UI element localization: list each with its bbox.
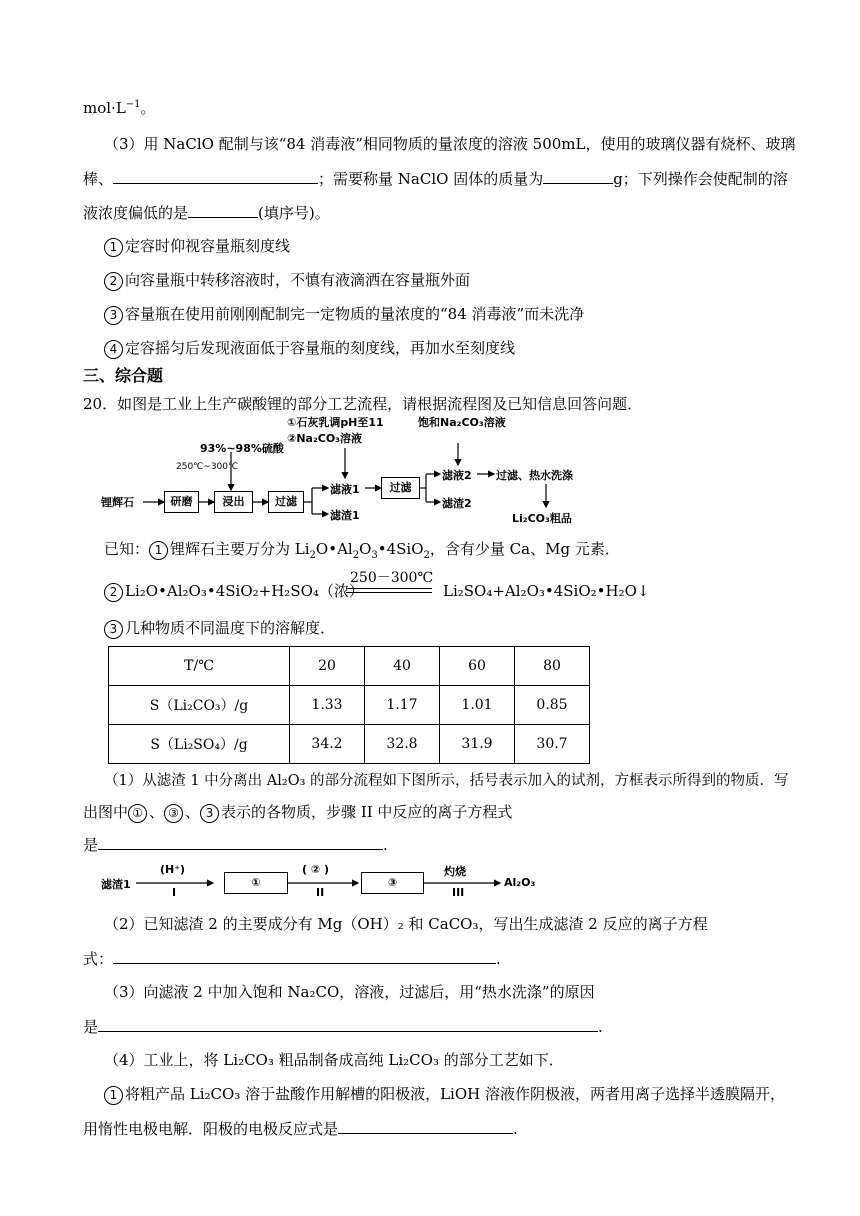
flow-residue-1: 滤渣1 [330, 509, 360, 522]
flow-acid: 93%~98%硫酸 [200, 442, 284, 455]
circled-number: 1 [149, 541, 168, 560]
flow-reagent-2: ②Na₂CO₃溶液 [287, 432, 363, 445]
flow2-step-1: I [172, 886, 177, 899]
known-1: 已知： 1 锂辉石主要万分为 $Li_2O•Al_2O_3•4SiO_2$，含有少量 Ca、Mg 元素． [104, 540, 620, 561]
circled-number: 3 [104, 306, 123, 325]
p3-line-1: （3）向滤液 2 中加入饱和 Na₂CO，溶液，过滤后，用“热水洗涤”的原因 [104, 983, 595, 1001]
known-2: 2 Li₂O•Al₂O₃•4SiO₂+H₂SO₄（浓） [104, 580, 364, 602]
flow2-box-1: ① [224, 872, 288, 894]
circled-number: 2 [104, 272, 123, 291]
p2-line-2: 式： . [83, 947, 501, 970]
flow-box-filter-2: 过滤 [381, 477, 420, 499]
q3-option-2: 2 向容量瓶中转移溶液时，不慎有液滴洒在容量瓶外面 [104, 269, 470, 291]
q3-option-1: 1 定容时仰视容量瓶刻度线 [104, 235, 290, 257]
circled-number: 2 [104, 583, 123, 602]
circled-number: 1 [104, 1086, 123, 1105]
p4-line-1: （4）工业上，将 Li₂CO₃ 粗品制备成高纯 Li₂CO₃ 的部分工艺如下． [104, 1051, 564, 1069]
flow-box-filter-1: 过滤 [268, 491, 304, 513]
p1-line-1: （1）从滤渣 1 中分离出 Al₂O₃ 的部分流程如下图所示，括号表示加入的试剂，方框表示所得到的物质．写 [104, 773, 789, 789]
table-row: S（Li₂SO₄）/g 34.2 32.8 31.9 30.7 [109, 725, 590, 764]
flow-reagent-1: ①石灰乳调pH至11 [287, 416, 384, 429]
flow-box-grind: 研磨 [164, 491, 199, 513]
reaction-products: Li₂SO₄+Al₂O₃•4SiO₂•H₂O↓ [443, 582, 650, 600]
flow-filtrate-1: 滤液1 [330, 483, 360, 496]
flow2-start: 滤渣1 [101, 878, 131, 891]
answer-blank-anode-equation[interactable] [338, 1117, 513, 1134]
p3-line-2: 是 . [83, 1015, 603, 1038]
reaction-condition: 250－300℃ [350, 570, 434, 586]
flow2-box-2: ③ [361, 872, 424, 894]
flow-filtrate-2: 滤液2 [442, 469, 472, 482]
section-heading: 三、综合题 [83, 366, 164, 385]
p4-line-3: 用惰性电极电解．阳极的电极反应式是 . [83, 1117, 518, 1140]
p1-line-2: 出图中 ① 、 ③ 、 3 表示的各物质，步骤 II 中反应的离子方程式 [83, 803, 513, 821]
q3-line-2: 棒、 ；需要称量 NaClO 固体的质量为 g；下列操作会使配制的溶 [83, 167, 788, 190]
flow2-reagent-3: 灼烧 [444, 865, 466, 878]
flow2-reagent-2: ( ② ) [302, 863, 330, 876]
q3-option-4: 4 定容摇匀后发现液面低于容量瓶的刻度线，再加水至刻度线 [104, 337, 515, 359]
circled-number: 1 [104, 238, 123, 257]
p2-line-1: （2）已知滤渣 2 的主要成分有 Mg（OH）₂ 和 CaCO₃，写出生成滤渣 2 反应的离子方程 [104, 915, 708, 933]
known-3: 3 几种物质不同温度下的溶解度． [104, 617, 335, 639]
table-row: S（Li₂CO₃）/g 1.33 1.17 1.01 0.85 [109, 686, 590, 725]
unit-fragment: $mol\cdot L^{-1}$。 [83, 99, 156, 117]
circled-number: 3 [104, 620, 123, 639]
flow2-end: Al₂O₃ [504, 876, 536, 889]
table-row: T/℃ 20 40 60 80 [109, 647, 590, 686]
q20-stem: 20．如图是工业上生产碳酸锂的部分工艺流程，请根据流程图及已知信息回答问题． [83, 395, 643, 413]
answer-blank-ionic-equation-2[interactable] [113, 947, 496, 964]
p1-line-3: 是 . [83, 833, 388, 856]
q3-line-3: 液浓度偏低的是 (填序号)。 [83, 201, 330, 224]
flow-temperature: 250℃~300℃ [176, 462, 239, 472]
q3-line-1: （3）用 NaClO 配制与该“84 消毒液”相同物质的量浓度的溶液 500mL，使用的玻璃仪器有烧杯、玻璃 [104, 135, 796, 153]
q3-option-3: 3 容量瓶在使用前刚刚配制完一定物质的量浓度的“84 消毒液”而未洗净 [104, 303, 584, 325]
flow-start: 锂辉石 [101, 496, 134, 509]
p4-line-2: 1 将粗产品 Li₂CO₃ 溶于盐酸作用解槽的阳极液，LiOH 溶液作阴极液，两者用离子选择半透膜隔开， [104, 1083, 785, 1105]
flow-filter-wash: 过滤、热水洗涤 [496, 469, 573, 482]
answer-blank-reason[interactable] [98, 1015, 598, 1032]
flow-residue-2: 滤渣2 [442, 497, 472, 510]
flow-product: Li₂CO₃粗品 [512, 512, 572, 525]
circled-number: 4 [104, 340, 123, 359]
flow2-reagent-1: (H⁺) [160, 863, 186, 876]
flow-saturated-solution: 饱和Na₂CO₃溶液 [418, 416, 506, 429]
flow2-step-2: II [316, 886, 325, 899]
flow2-step-3: III [452, 886, 465, 899]
flow-box-leach: 浸出 [214, 491, 253, 513]
